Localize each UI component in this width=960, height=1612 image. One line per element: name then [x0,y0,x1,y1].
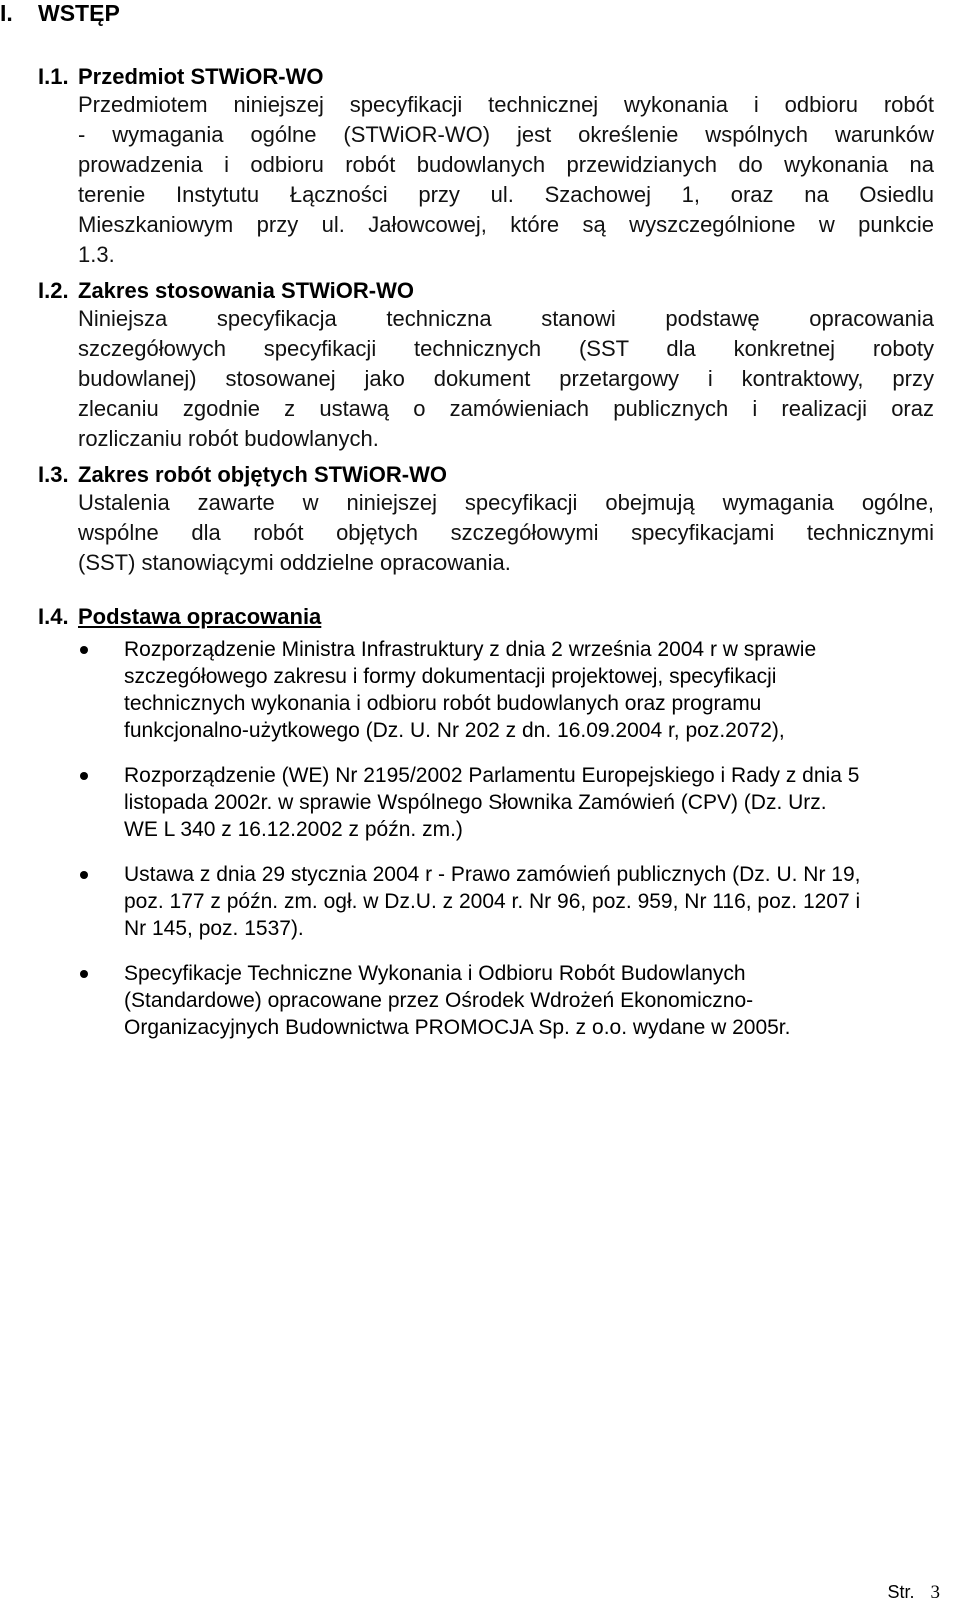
list-item-line: poz. 177 z późn. zm. ogł. w Dz.U. z 2004 r. Nr 96, poz. 959, Nr 116, poz. 1207 i [124,890,861,913]
section-number: I.1. [38,64,69,89]
section-title: Zakres robót objętych STWiOR-WO [78,462,447,487]
list-item-line: Ustawa z dnia 29 stycznia 2004 r - Prawo zamówień publicznych (Dz. U. Nr 19, [124,863,861,886]
list-item-line: WE L 340 z 16.12.2002 z późn. zm.) [124,818,463,841]
chapter-heading [0,0,120,26]
section-number: I.3. [38,462,69,487]
bullet-icon [80,772,88,780]
paragraph-line: wspólne dla robót objętych szczegółowymi specyfikacjami technicznymi [78,520,934,545]
section-heading [38,64,934,90]
paragraph-line: terenie Instytutu Łączności przy ul. Szachowej 1, oraz na Osiedlu [78,182,934,207]
section-przedmiot [38,64,934,270]
list-item [78,960,934,1041]
list-item [78,762,934,843]
section-title: Przedmiot STWiOR-WO [78,64,324,89]
section-heading [38,604,934,630]
list-item-line: Nr 145, poz. 1537). [124,917,304,940]
list-item-line: szczegółowego zakresu i formy dokumentacji projektowej, specyfikacji [124,665,777,688]
paragraph-line: Ustalenia zawarte w niniejszej specyfikacji obejmują wymagania ogólne, [78,490,934,515]
section-title: Zakres stosowania STWiOR-WO [78,278,414,303]
list-item-line: funkcjonalno-użytkowego (Dz. U. Nr 202 z dn. 16.09.2004 r, poz.2072), [124,719,785,742]
page-number: 3 [930,1582,940,1603]
section-paragraph [78,90,934,270]
chapter-title: WSTĘP [38,0,120,26]
list-item [78,636,934,744]
list-item-line: Rozporządzenie Ministra Infrastruktury z dnia 2 września 2004 r w sprawie [124,638,817,661]
paragraph-line: Mieszkaniowym przy ul. Jałowcowej, które są wyszczególnione w punkcie [78,212,934,237]
paragraph-line: prowadzenia i odbioru robót budowlanych przewidzianych do wykonania na [78,152,934,177]
paragraph-line: 1.3. [78,242,115,267]
list-item [78,861,934,942]
paragraph-line: szczegółowych specyfikacji technicznych (SST dla konkretnej roboty [78,336,934,361]
section-heading [38,278,934,304]
paragraph-line: rozliczaniu robót budowlanych. [78,426,379,451]
list-item-line: technicznych wykonania i odbioru robót budowlanych oraz programu [124,692,762,715]
list-item-line: Specyfikacje Techniczne Wykonania i Odbioru Robót Budowlanych [124,962,746,985]
paragraph-line: zlecaniu zgodnie z ustawą o zamówieniach publicznych i realizacji oraz [78,396,934,421]
section-number: I.4. [38,604,69,629]
list-item-line: listopada 2002r. w sprawie Wspólnego Słownika Zamówień (CPV) (Dz. Urz. [124,791,827,814]
section-number: I.2. [38,278,69,303]
bullet-icon [80,970,88,978]
section-title: Podstawa opracowania [78,604,322,629]
paragraph-line: Niniejsza specyfikacja techniczna stanowi podstawę opracowania [78,306,934,331]
list-item-line: Rozporządzenie (WE) Nr 2195/2002 Parlamentu Europejskiego i Rady z dnia 5 [124,764,860,787]
page-label: Str. [887,1582,915,1602]
section-heading [38,462,934,488]
list-item-line: (Standardowe) opracowane przez Ośrodek Wdrożeń Ekonomiczno- [124,989,754,1012]
section-paragraph [78,488,934,578]
page-footer [887,1582,940,1604]
bullet-icon [80,646,88,654]
section-zakres-robot [38,462,934,578]
paragraph-line: Przedmiotem niniejszej specyfikacji technicznej wykonania i odbioru robót [78,92,934,117]
paragraph-line: (SST) stanowiącymi oddzielne opracowania. [78,550,511,575]
paragraph-line: budowlanej) stosowanej jako dokument przetargowy i kontraktowy, przy [78,366,934,391]
section-zakres-stosowania [38,278,934,454]
bullet-icon [80,871,88,879]
section-podstawa [38,604,934,1059]
paragraph-line: - wymagania ogólne (STWiOR-WO) jest określenie wspólnych warunków [78,122,934,147]
chapter-number: I. [0,0,13,26]
list-item-line: Organizacyjnych Budownictwa PROMOCJA Sp. z o.o. wydane w 2005r. [124,1016,791,1039]
bullet-list [78,636,934,1041]
section-paragraph [78,304,934,454]
